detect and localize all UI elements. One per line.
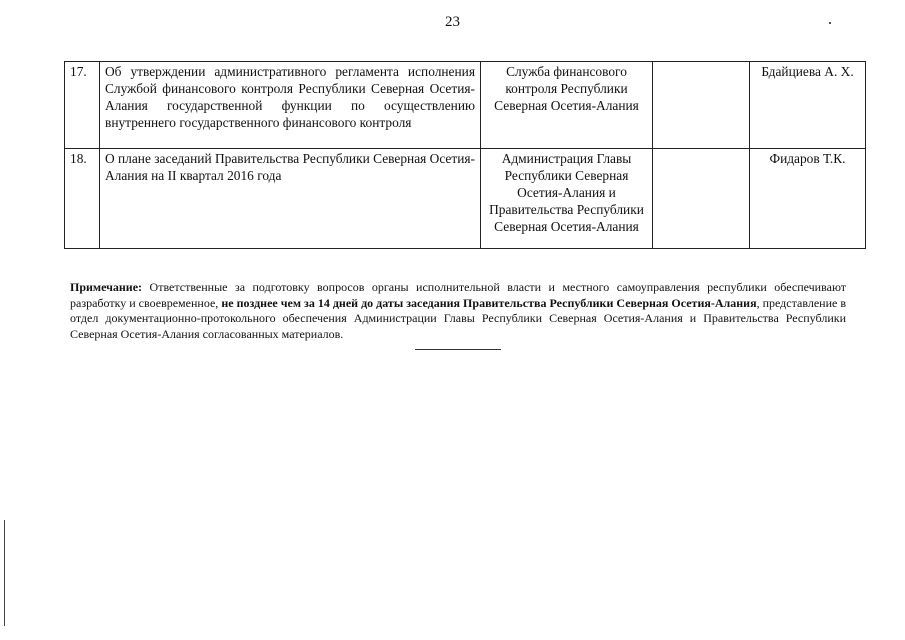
item-responsible-person: Бдайциева А. Х. [750,62,866,149]
item-date [653,149,750,249]
agenda-table [64,61,866,249]
scan-margin-mark [4,520,5,626]
item-responsible-body: Служба финансового контроля Республики Северная Осетия-Алания [481,62,653,149]
end-rule [415,349,501,350]
note-deadline-emphasis: не позднее чем за 14 дней до даты заседания Правительства Республики Северная Осетия-Алания [221,295,757,310]
item-description: О плане заседаний Правительства Республики Северная Осетия-Алания на II квартал 2016 года [100,149,481,249]
item-responsible-person: Фидаров Т.К. [750,149,866,249]
table-row [65,62,866,149]
note-label: Примечание: [70,280,143,294]
scan-speck [829,22,831,24]
table-row [65,149,866,249]
note-text-start: Ответственные за подготовку вопросов органы исполнительной власти и местного самоуправления республики обеспечивают разработку и своевременное, [70,280,846,310]
footnote [70,280,846,342]
item-number: 17. [65,62,100,149]
note-text-end: , представление в отдел документационно-протокольного обеспечения Администрации Главы Республики Северная Осетия-Алания и Правительства Республики Северная Осетия-Алания согласованных материалов. [70,295,846,341]
item-number: 18. [65,149,100,249]
item-responsible-body: Администрация Главы Республики Северная Осетия-Алания и Правительства Республики Северная Осетия-Алания [481,149,653,249]
page-number: 23 [445,14,460,30]
item-date [653,62,750,149]
item-description: Об утверждении административного регламента исполнения Службой финансового контроля Республики Северная Осетия-Алания государственной функции по осуществлению внутреннего государственного финансового контроля [100,62,481,149]
